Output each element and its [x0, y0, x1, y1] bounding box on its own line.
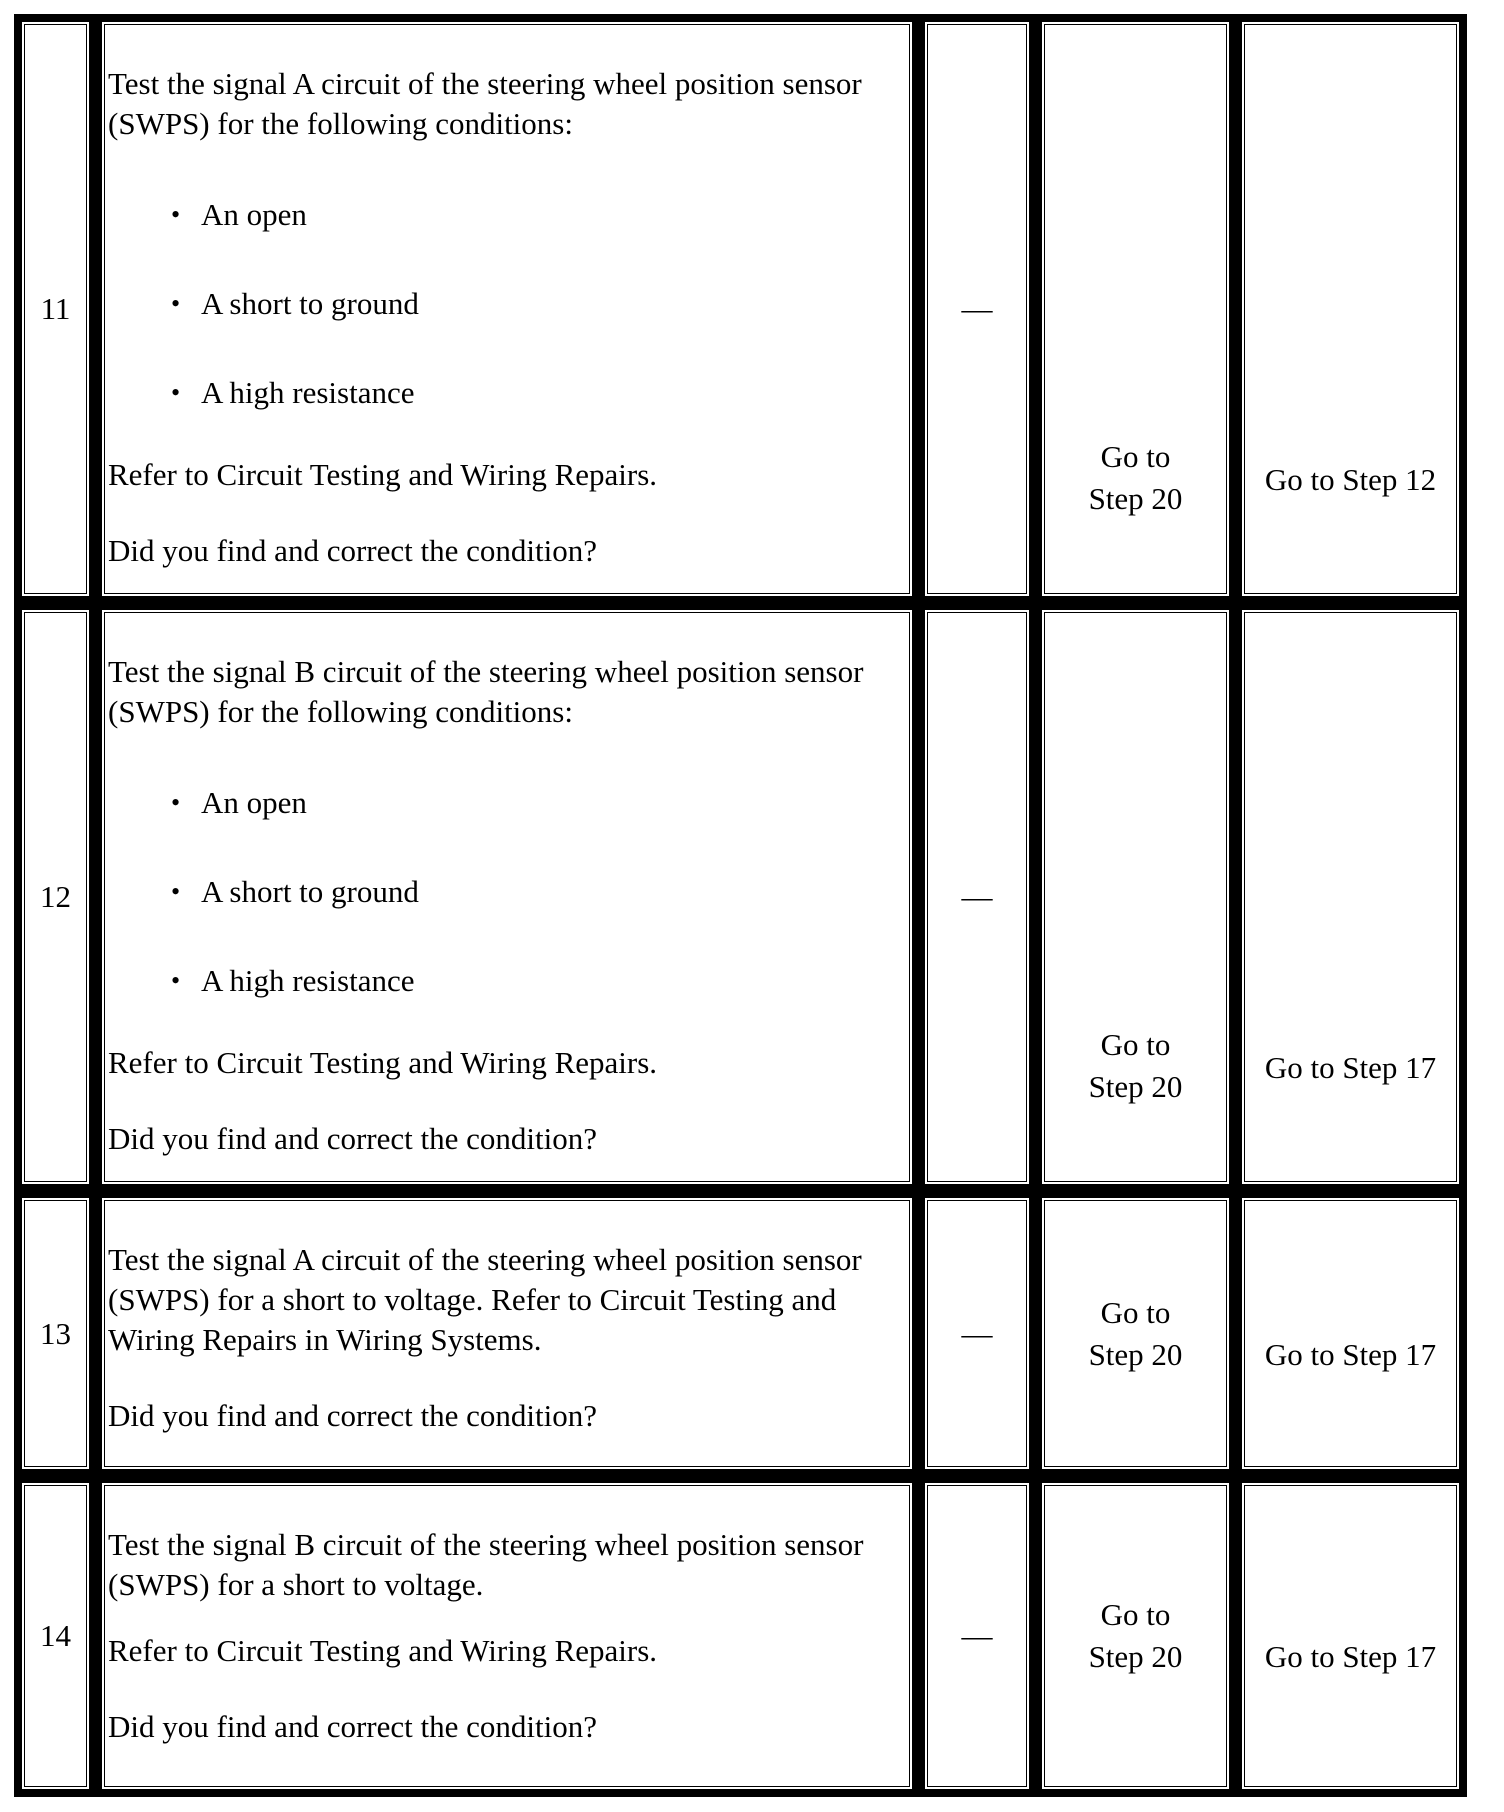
table-row-14 — [14, 1475, 1467, 1797]
list-item: • An open — [108, 170, 904, 259]
value-cell: — — [921, 606, 1033, 1188]
action-question: Did you find and correct the condition? — [108, 533, 597, 568]
list-item: • An open — [108, 758, 904, 847]
yes-link-line2[interactable]: Step 20 — [1088, 1639, 1183, 1674]
value-cell: — — [921, 1479, 1033, 1793]
yes-link-line2[interactable]: Step 20 — [1088, 1069, 1183, 1104]
yes-link-line1[interactable]: Go to — [1100, 439, 1171, 474]
table-row-13 — [14, 1190, 1467, 1477]
step-number: 12 — [18, 606, 93, 1188]
yes-cell — [1038, 1479, 1233, 1793]
action-intro: Test the signal A circuit of the steering wheel position sensor (SWPS) for the following conditions: — [108, 66, 862, 141]
yes-cell — [1038, 1194, 1233, 1473]
list-item: • A high resistance — [108, 936, 904, 1025]
action-cell — [98, 1479, 916, 1793]
list-item: • A short to ground — [108, 259, 904, 348]
step-number: 13 — [18, 1194, 93, 1473]
yes-link-line2[interactable]: Step 20 — [1088, 481, 1183, 516]
action-question: Did you find and correct the condition? — [108, 1398, 597, 1433]
action-paragraph: Refer to Circuit Testing and Wiring Repairs. — [108, 457, 658, 492]
action-question: Did you find and correct the condition? — [108, 1121, 597, 1156]
no-link[interactable]: Go to Step 17 — [1264, 1050, 1437, 1085]
no-cell — [1238, 1194, 1463, 1473]
no-cell — [1238, 606, 1463, 1188]
no-cell — [1238, 1479, 1463, 1793]
yes-link-line1[interactable]: Go to — [1100, 1027, 1171, 1062]
list-item: • A high resistance — [108, 348, 904, 437]
action-cell — [98, 1194, 916, 1473]
value-cell: — — [921, 1194, 1033, 1473]
action-question: Did you find and correct the condition? — [108, 1709, 597, 1744]
action-cell — [98, 606, 916, 1188]
yes-link-line2[interactable]: Step 20 — [1088, 1336, 1183, 1372]
yes-link-line1[interactable]: Go to — [1100, 1294, 1171, 1330]
no-link[interactable]: Go to Step 17 — [1264, 1639, 1437, 1674]
no-cell — [1238, 18, 1463, 600]
diagnostic-table — [14, 14, 1467, 1797]
value-cell: — — [921, 18, 1033, 600]
list-item: • A short to ground — [108, 847, 904, 936]
action-intro: Test the signal A circuit of the steering wheel position sensor (SWPS) for a short to voltage. Refer to Circuit Testing and Wiring Repairs in Wiring Systems. — [108, 1242, 862, 1357]
action-paragraph: Refer to Circuit Testing and Wiring Repairs. — [108, 1633, 658, 1668]
no-link[interactable]: Go to Step 17 — [1264, 1336, 1437, 1372]
yes-cell — [1038, 18, 1233, 600]
step-number: 11 — [18, 18, 93, 600]
action-intro: Test the signal B circuit of the steering wheel position sensor (SWPS) for a short to voltage. — [108, 1527, 864, 1602]
action-intro: Test the signal B circuit of the steering wheel position sensor (SWPS) for the following conditions: — [108, 654, 864, 729]
yes-cell — [1038, 606, 1233, 1188]
table-row-12 — [14, 602, 1467, 1192]
condition-list — [108, 758, 904, 1025]
action-paragraph: Refer to Circuit Testing and Wiring Repairs. — [108, 1045, 658, 1080]
step-number: 14 — [18, 1479, 93, 1793]
no-link[interactable]: Go to Step 12 — [1264, 462, 1437, 497]
yes-link-line1[interactable]: Go to — [1100, 1597, 1171, 1632]
action-cell — [98, 18, 916, 600]
condition-list — [108, 170, 904, 437]
table-row-11 — [14, 14, 1467, 604]
